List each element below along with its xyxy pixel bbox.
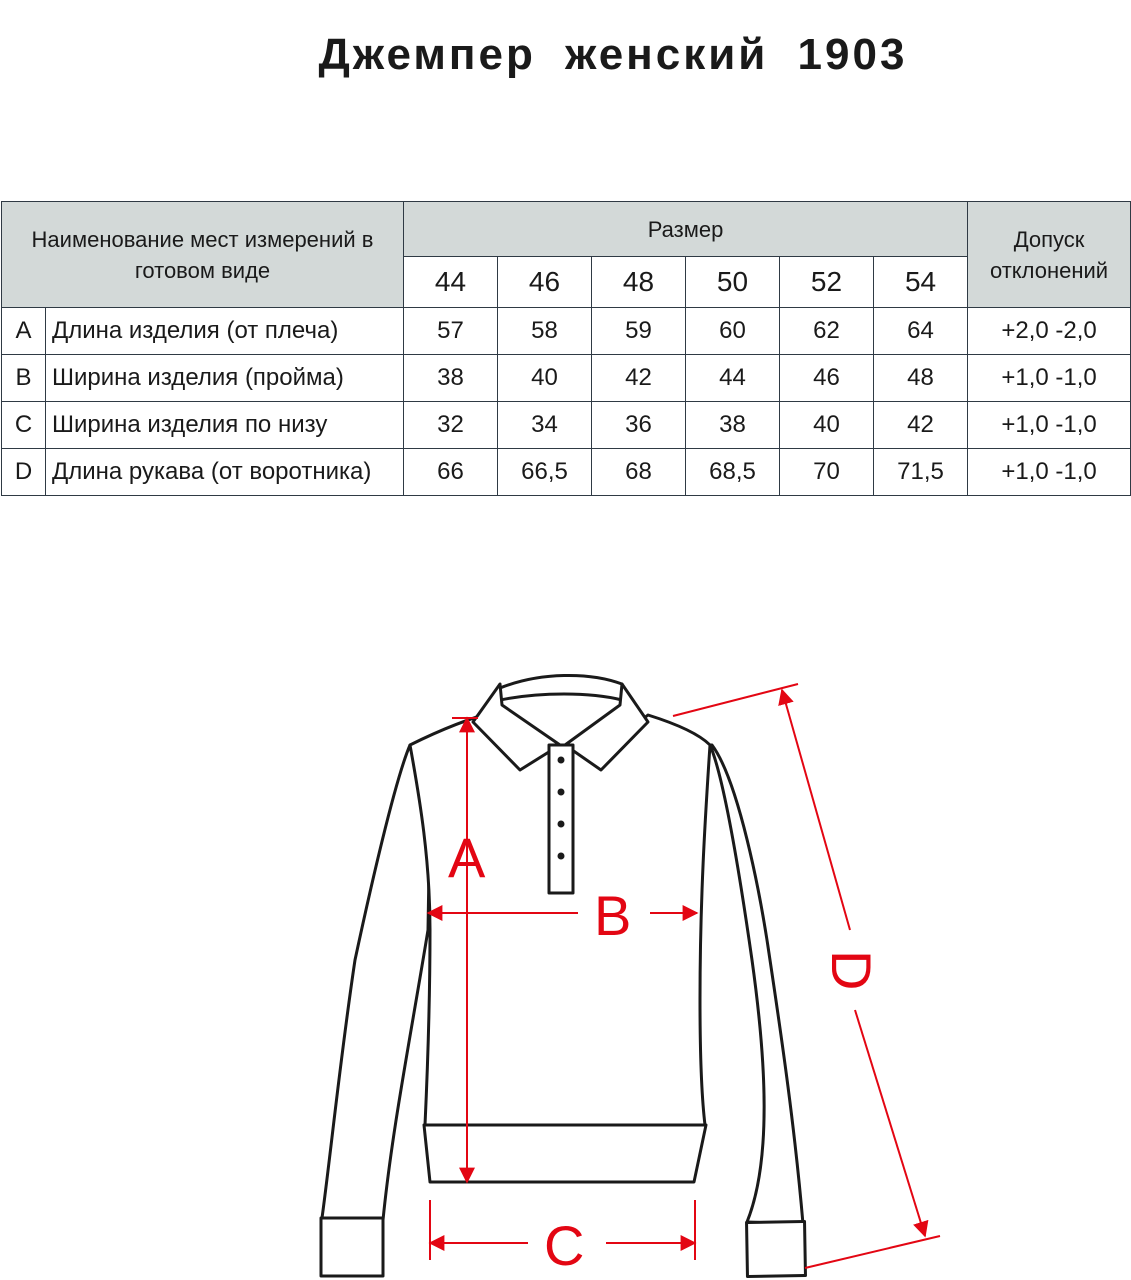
measure-d-tick-top (673, 684, 798, 716)
row-value: 42 (874, 402, 968, 449)
measure-d-label: D (820, 950, 883, 991)
row-value: 70 (780, 449, 874, 496)
row-value: 34 (498, 402, 592, 449)
size-column-header: 50 (686, 257, 780, 308)
row-value: 40 (498, 355, 592, 402)
row-code: A (2, 308, 46, 355)
row-value: 36 (592, 402, 686, 449)
row-tolerance: +1,0 -1,0 (968, 449, 1131, 496)
measurement-name-header: Наименование мест измерений в готовом виде (2, 202, 404, 308)
row-value: 46 (780, 355, 874, 402)
row-code: B (2, 355, 46, 402)
row-value: 42 (592, 355, 686, 402)
measure-d-line-top (782, 690, 850, 930)
measure-a-label: A (448, 826, 486, 889)
size-column-header: 52 (780, 257, 874, 308)
row-value: 60 (686, 308, 780, 355)
row-value: 59 (592, 308, 686, 355)
size-column-header: 46 (498, 257, 592, 308)
measure-d-line-bottom (855, 1010, 925, 1236)
measure-b-label: B (594, 884, 632, 947)
row-value: 58 (498, 308, 592, 355)
row-value: 44 (686, 355, 780, 402)
row-value: 32 (404, 402, 498, 449)
row-label: Длина изделия (от плеча) (46, 308, 404, 355)
row-label: Длина рукава (от воротника) (46, 449, 404, 496)
measure-c-label: C (544, 1214, 585, 1277)
row-code: D (2, 449, 46, 496)
row-tolerance: +2,0 -2,0 (968, 308, 1131, 355)
row-value: 64 (874, 308, 968, 355)
size-column-header: 54 (874, 257, 968, 308)
row-tolerance: +1,0 -1,0 (968, 402, 1131, 449)
row-value: 68,5 (686, 449, 780, 496)
tolerance-header: Допуск отклонений (968, 202, 1131, 308)
row-value: 71,5 (874, 449, 968, 496)
row-label: Ширина изделия (пройма) (46, 355, 404, 402)
size-column-header: 44 (404, 257, 498, 308)
row-value: 40 (780, 402, 874, 449)
row-code: C (2, 402, 46, 449)
size-column-header: 48 (592, 257, 686, 308)
row-label: Ширина изделия по низу (46, 402, 404, 449)
size-header: Размер (404, 202, 968, 257)
sweater-outline (321, 675, 805, 1276)
row-value: 66 (404, 449, 498, 496)
row-value: 38 (404, 355, 498, 402)
measure-d-tick-bottom (805, 1236, 940, 1268)
row-value: 57 (404, 308, 498, 355)
row-value: 38 (686, 402, 780, 449)
row-value: 66,5 (498, 449, 592, 496)
row-value: 62 (780, 308, 874, 355)
row-value: 48 (874, 355, 968, 402)
page-title: Джемпер женский 1903 (318, 30, 908, 79)
row-value: 68 (592, 449, 686, 496)
row-tolerance: +1,0 -1,0 (968, 355, 1131, 402)
